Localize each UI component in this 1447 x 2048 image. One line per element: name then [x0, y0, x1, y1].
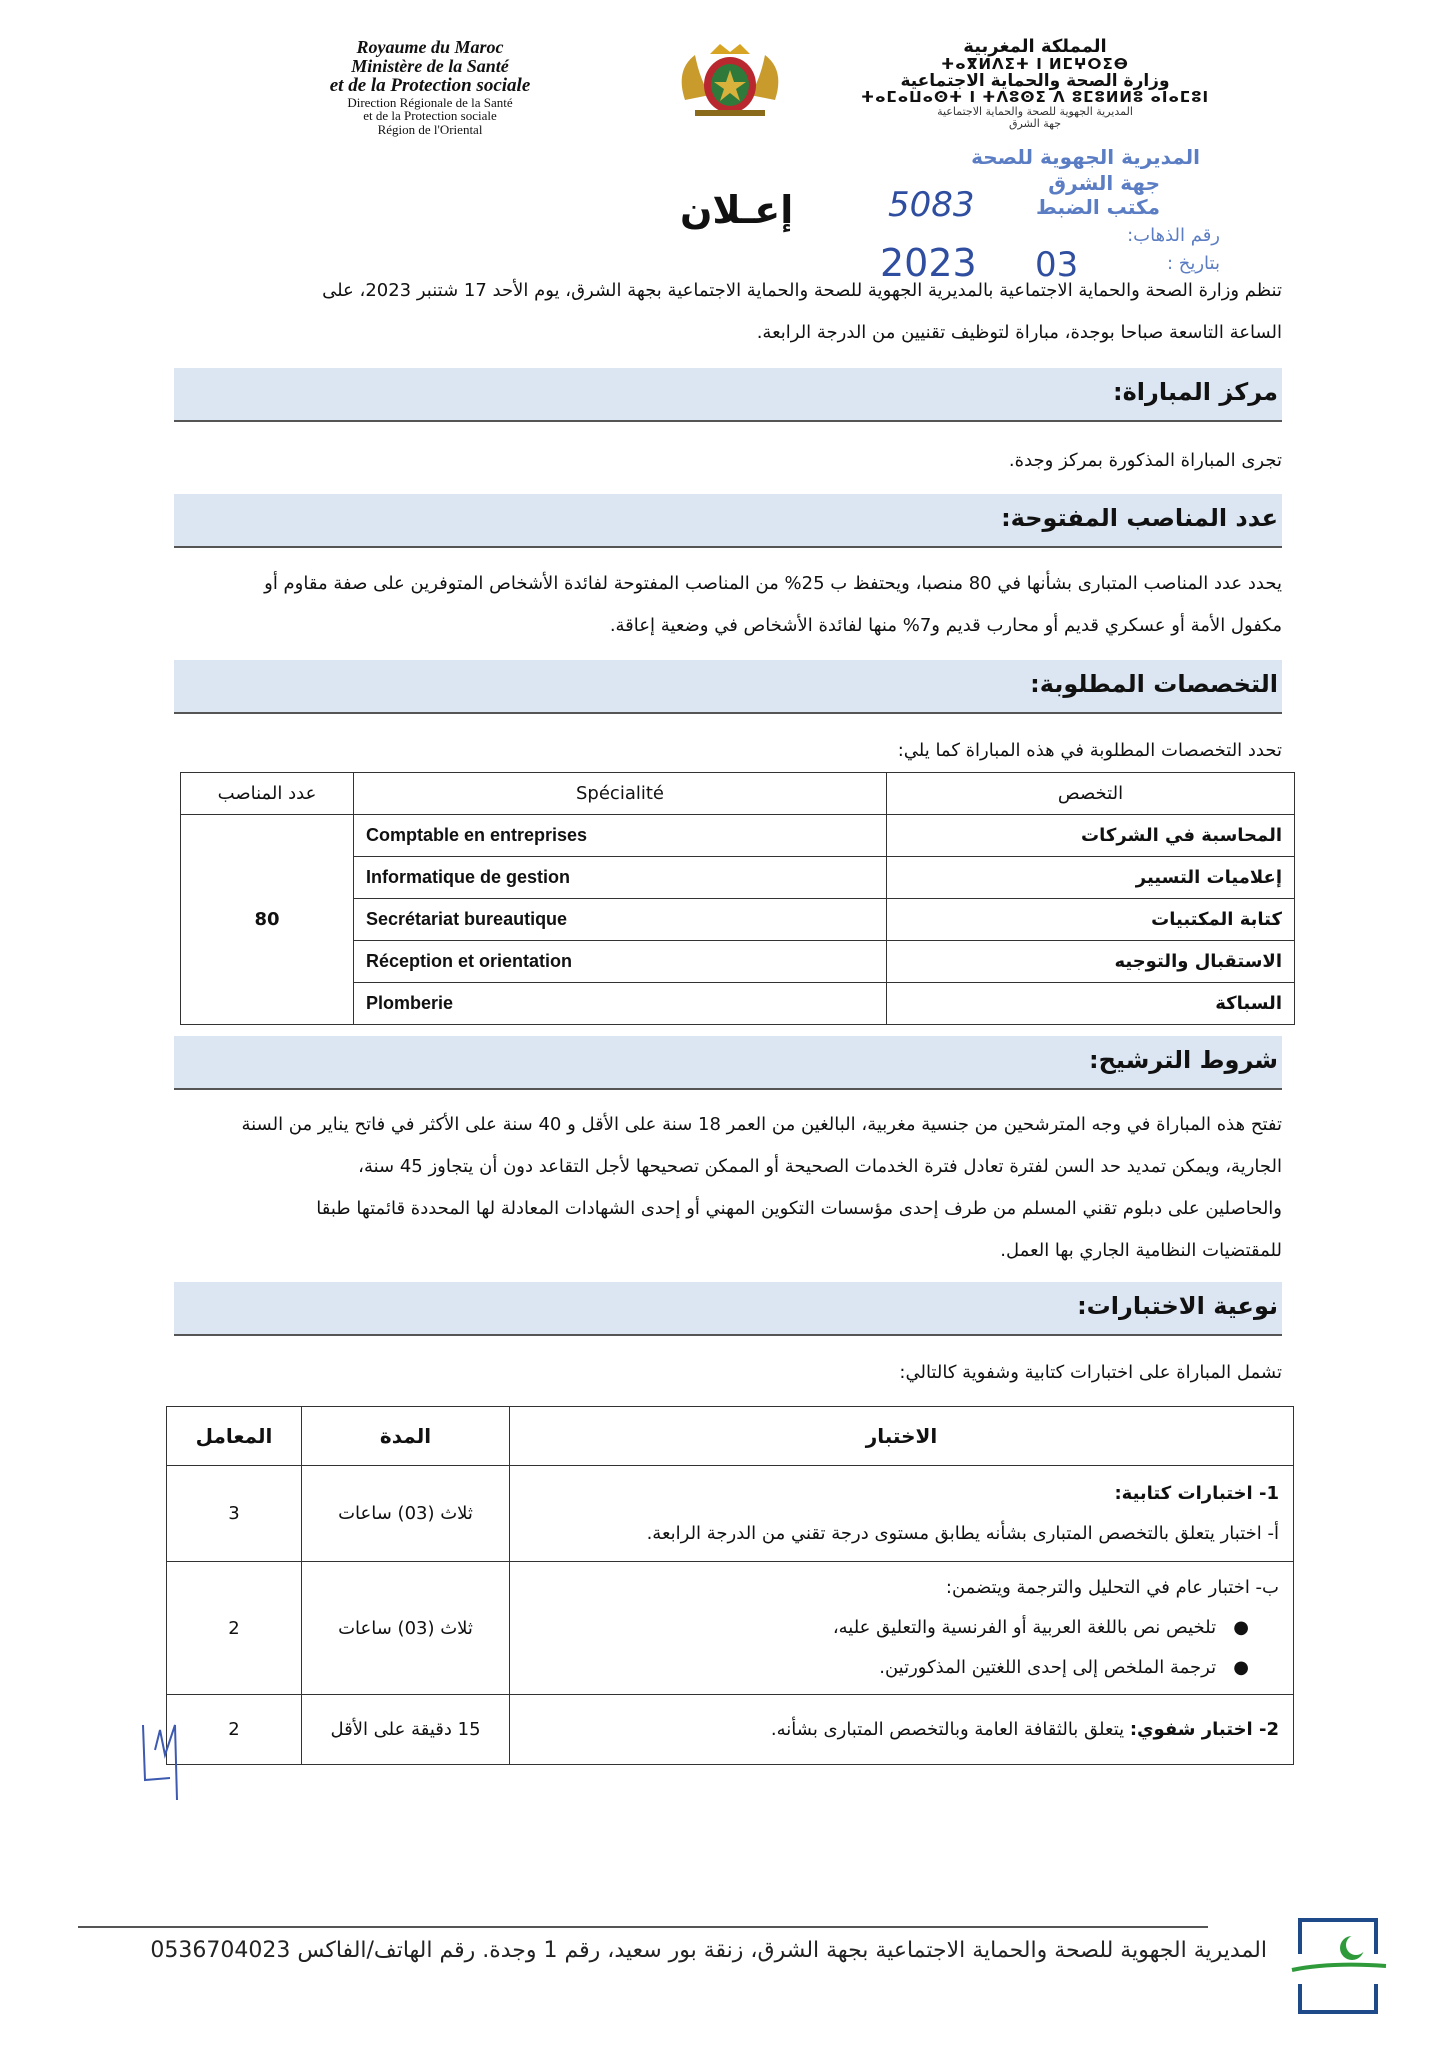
- conditions-line2: الجارية، ويمكن تمديد حد السن لفترة تعادل فترة الخدمات الصحيحة أو الممكن تصحيحها لأجل التقاعد دون أن يتجاوز 45 سنة،: [358, 1156, 1282, 1177]
- section-conditions-title: شروط الترشيح:: [1089, 1046, 1278, 1074]
- header-fr-line5: et de la Protection sociale: [363, 108, 497, 124]
- bullet-item: [524, 1608, 1279, 1648]
- coat-of-arms-icon: [665, 40, 795, 120]
- total-posts: 80: [181, 815, 354, 1025]
- exam-oral: [510, 1695, 1294, 1765]
- section-center-title: مركز المباراة:: [1113, 378, 1278, 406]
- section-exams-title: نوعية الاختبارات:: [1077, 1292, 1278, 1320]
- ministry-logo-icon: [1290, 1910, 1390, 2020]
- header-fr-line1: Royaume du Maroc: [356, 37, 504, 57]
- oral-text: يتعلق بالثقافة العامة وبالتخصص المتبارى بشأنه.: [770, 1718, 1130, 1740]
- section-posts-heading: [174, 494, 1282, 548]
- specialty-ar: الاستقبال والتوجيه: [887, 941, 1295, 983]
- posts-line2: مكفول الأمة أو عسكري قديم أو محارب قديم و7% منها لفائدة الأشخاص في وضعية إعاقة.: [609, 615, 1282, 636]
- header-ar-line5: المديرية الجهوية للصحة والحماية الاجتماعية: [937, 105, 1133, 119]
- section-posts-paragraph: [172, 563, 1282, 647]
- col-takhassus: التخصص: [887, 773, 1295, 815]
- table-row: [167, 1466, 1294, 1562]
- specialty-fr: Réception et orientation: [354, 941, 887, 983]
- exams-table: [166, 1406, 1294, 1765]
- bullet-icon: ●: [1216, 1617, 1249, 1638]
- header-fr-line2: Ministère de la Santé: [351, 55, 509, 76]
- specialty-fr: Secrétariat bureautique: [354, 899, 887, 941]
- footer-divider: [78, 1926, 1208, 1928]
- header-ar-line3: وزارة الصحة والحماية الاجتماعية: [900, 70, 1170, 91]
- bullet-icon: ●: [1216, 1657, 1249, 1678]
- signature-icon: [135, 1710, 205, 1810]
- intro-line2: الساعة التاسعة صباحا بوجدة، مباراة لتوظيف تقنيين من الدرجة الرابعة.: [756, 322, 1282, 343]
- bullet-item: [524, 1648, 1279, 1688]
- section-center-text: تجرى المباراة المذكورة بمركز وجدة.: [1008, 450, 1282, 471]
- section-specialties-title: التخصصات المطلوبة:: [1030, 670, 1278, 698]
- specialty-fr: Informatique de gestion: [354, 857, 887, 899]
- col-count: عدد المناصب: [181, 773, 354, 815]
- exam-duration: ثلاث (03) ساعات: [302, 1466, 510, 1562]
- col-specialite: Spécialité: [354, 773, 887, 815]
- oral-label: 2- اختبار شفوي:: [1129, 1718, 1279, 1740]
- stamp-number: 5083: [888, 185, 975, 225]
- registry-stamp: [880, 145, 1220, 285]
- header-arabic: [835, 38, 1235, 129]
- stamp-line4: رقم الذهاب:: [1127, 225, 1220, 246]
- header-fr-line6: Région de l'Oriental: [377, 122, 483, 137]
- specialties-table: [180, 772, 1295, 1025]
- stamp-line2: جهة الشرق: [1048, 171, 1160, 195]
- stamp-year: 2023: [880, 241, 977, 285]
- stamp-line1: المديرية الجهوية للصحة: [971, 145, 1200, 169]
- bullet-text: ترجمة الملخص إلى إحدى اللغتين المذكورتين.: [879, 1657, 1217, 1678]
- written-title: 1- اختبارات كتابية:: [1114, 1482, 1279, 1504]
- bullet-text: تلخيص نص باللغة العربية أو الفرنسية والتعليق عليه،: [832, 1617, 1217, 1638]
- stamp-line5: بتاريخ :: [1166, 253, 1220, 274]
- specialties-intro: تحدد التخصصات المطلوبة في هذه المباراة كما يلي:: [897, 740, 1282, 761]
- stamp-day: 03: [1035, 245, 1079, 285]
- header-fr-line3: et de la Protection sociale: [329, 74, 531, 96]
- section-specialties-heading: [174, 660, 1282, 714]
- intro-paragraph: [172, 270, 1282, 354]
- header-fr-line4: Direction Régionale de la Santé: [347, 94, 513, 110]
- header-ar-line1: المملكة المغربية: [963, 36, 1107, 57]
- specialties-header-row: [181, 773, 1295, 815]
- table-row: [167, 1562, 1294, 1695]
- exam-coef: 2: [167, 1562, 302, 1695]
- page-title: إعـلان: [680, 188, 794, 232]
- specialty-fr: Plomberie: [354, 983, 887, 1025]
- header-ar-line6: جهة الشرق: [1008, 116, 1062, 130]
- conditions-line3: والحاصلين على دبلوم تقني المسلم من طرف إحدى مؤسسات التكوين المهني أو إحدى الشهادات المعادلة لها المحددة قائمتها طبقا: [316, 1198, 1282, 1219]
- col-exam: الاختبار: [510, 1407, 1294, 1466]
- conditions-line4: للمقتضيات النظامية الجاري بها العمل.: [1000, 1240, 1282, 1261]
- exam-duration: 15 دقيقة على الأقل: [302, 1695, 510, 1765]
- exam-written-b: [510, 1562, 1294, 1695]
- section-conditions-heading: [174, 1036, 1282, 1090]
- section-exams-heading: [174, 1282, 1282, 1336]
- written-a-text: أ- اختبار يتعلق بالتخصص المتبارى بشأنه يطابق مستوى درجة تقني من الدرجة الرابعة.: [646, 1522, 1279, 1544]
- header-ar-line4: ⵜⴰⵎⴰⵡⴰⵙⵜ ⵏ ⵜⴷⵓⵙⵉ ⴷ ⵓⵎⵓⵍⵍⵓ ⴰⵏⴰⵎⵓⵏ: [860, 88, 1210, 107]
- table-row: [181, 815, 1295, 857]
- header-ar-line2: ⵜⴰⴳⵍⴷⵉⵜ ⵏ ⵍⵎⵖⵔⵉⴱ: [941, 54, 1129, 73]
- conditions-line1: تفتح هذه المباراة في وجه المترشحين من جنسية مغربية، البالغين من العمر 18 سنة على الأقل و 40 سنة على الأكثر في فاتح يناير من السنة: [241, 1114, 1282, 1135]
- specialty-ar: إعلاميات التسيير: [887, 857, 1295, 899]
- written-b-text: ب- اختبار عام في التحليل والترجمة ويتضمن:: [945, 1577, 1279, 1598]
- exams-intro: تشمل المباراة على اختبارات كتابية وشفوية كالتالي:: [899, 1362, 1282, 1383]
- exams-header-row: [167, 1407, 1294, 1466]
- conditions-paragraph: [172, 1104, 1282, 1272]
- col-coef: المعامل: [167, 1407, 302, 1466]
- footer-address: المديرية الجهوية للصحة والحماية الاجتماعية بجهة الشرق، زنقة بور سعيد، رقم 1 وجدة. رقم الهاتف/الفاكس 0536704023: [150, 1938, 1267, 1963]
- table-row: [167, 1695, 1294, 1765]
- header-french: [255, 38, 605, 137]
- section-posts-title: عدد المناصب المفتوحة:: [1001, 504, 1278, 532]
- specialty-ar: السباكة: [887, 983, 1295, 1025]
- section-center-heading: [174, 368, 1282, 422]
- specialty-fr: Comptable en entreprises: [354, 815, 887, 857]
- exam-written-a: [510, 1466, 1294, 1562]
- specialty-ar: المحاسبة في الشركات: [887, 815, 1295, 857]
- exam-duration: ثلاث (03) ساعات: [302, 1562, 510, 1695]
- exam-coef: 3: [167, 1466, 302, 1562]
- exam-coef: 2: [167, 1695, 302, 1765]
- col-duration: المدة: [302, 1407, 510, 1466]
- stamp-line3: مكتب الضبط: [1036, 195, 1160, 219]
- specialty-ar: كتابة المكتبيات: [887, 899, 1295, 941]
- posts-line1: يحدد عدد المناصب المتبارى بشأنها في 80 منصبا، ويحتفظ ب 25% من المناصب المفتوحة لفائدة الأشخاص المتوفرين على صفة مقاوم أو: [264, 573, 1282, 594]
- intro-line1: تنظم وزارة الصحة والحماية الاجتماعية بالمديرية الجهوية للصحة والحماية الاجتماعية بجهة الشرق، يوم الأحد 17 شتنبر 2023، على: [322, 280, 1282, 301]
